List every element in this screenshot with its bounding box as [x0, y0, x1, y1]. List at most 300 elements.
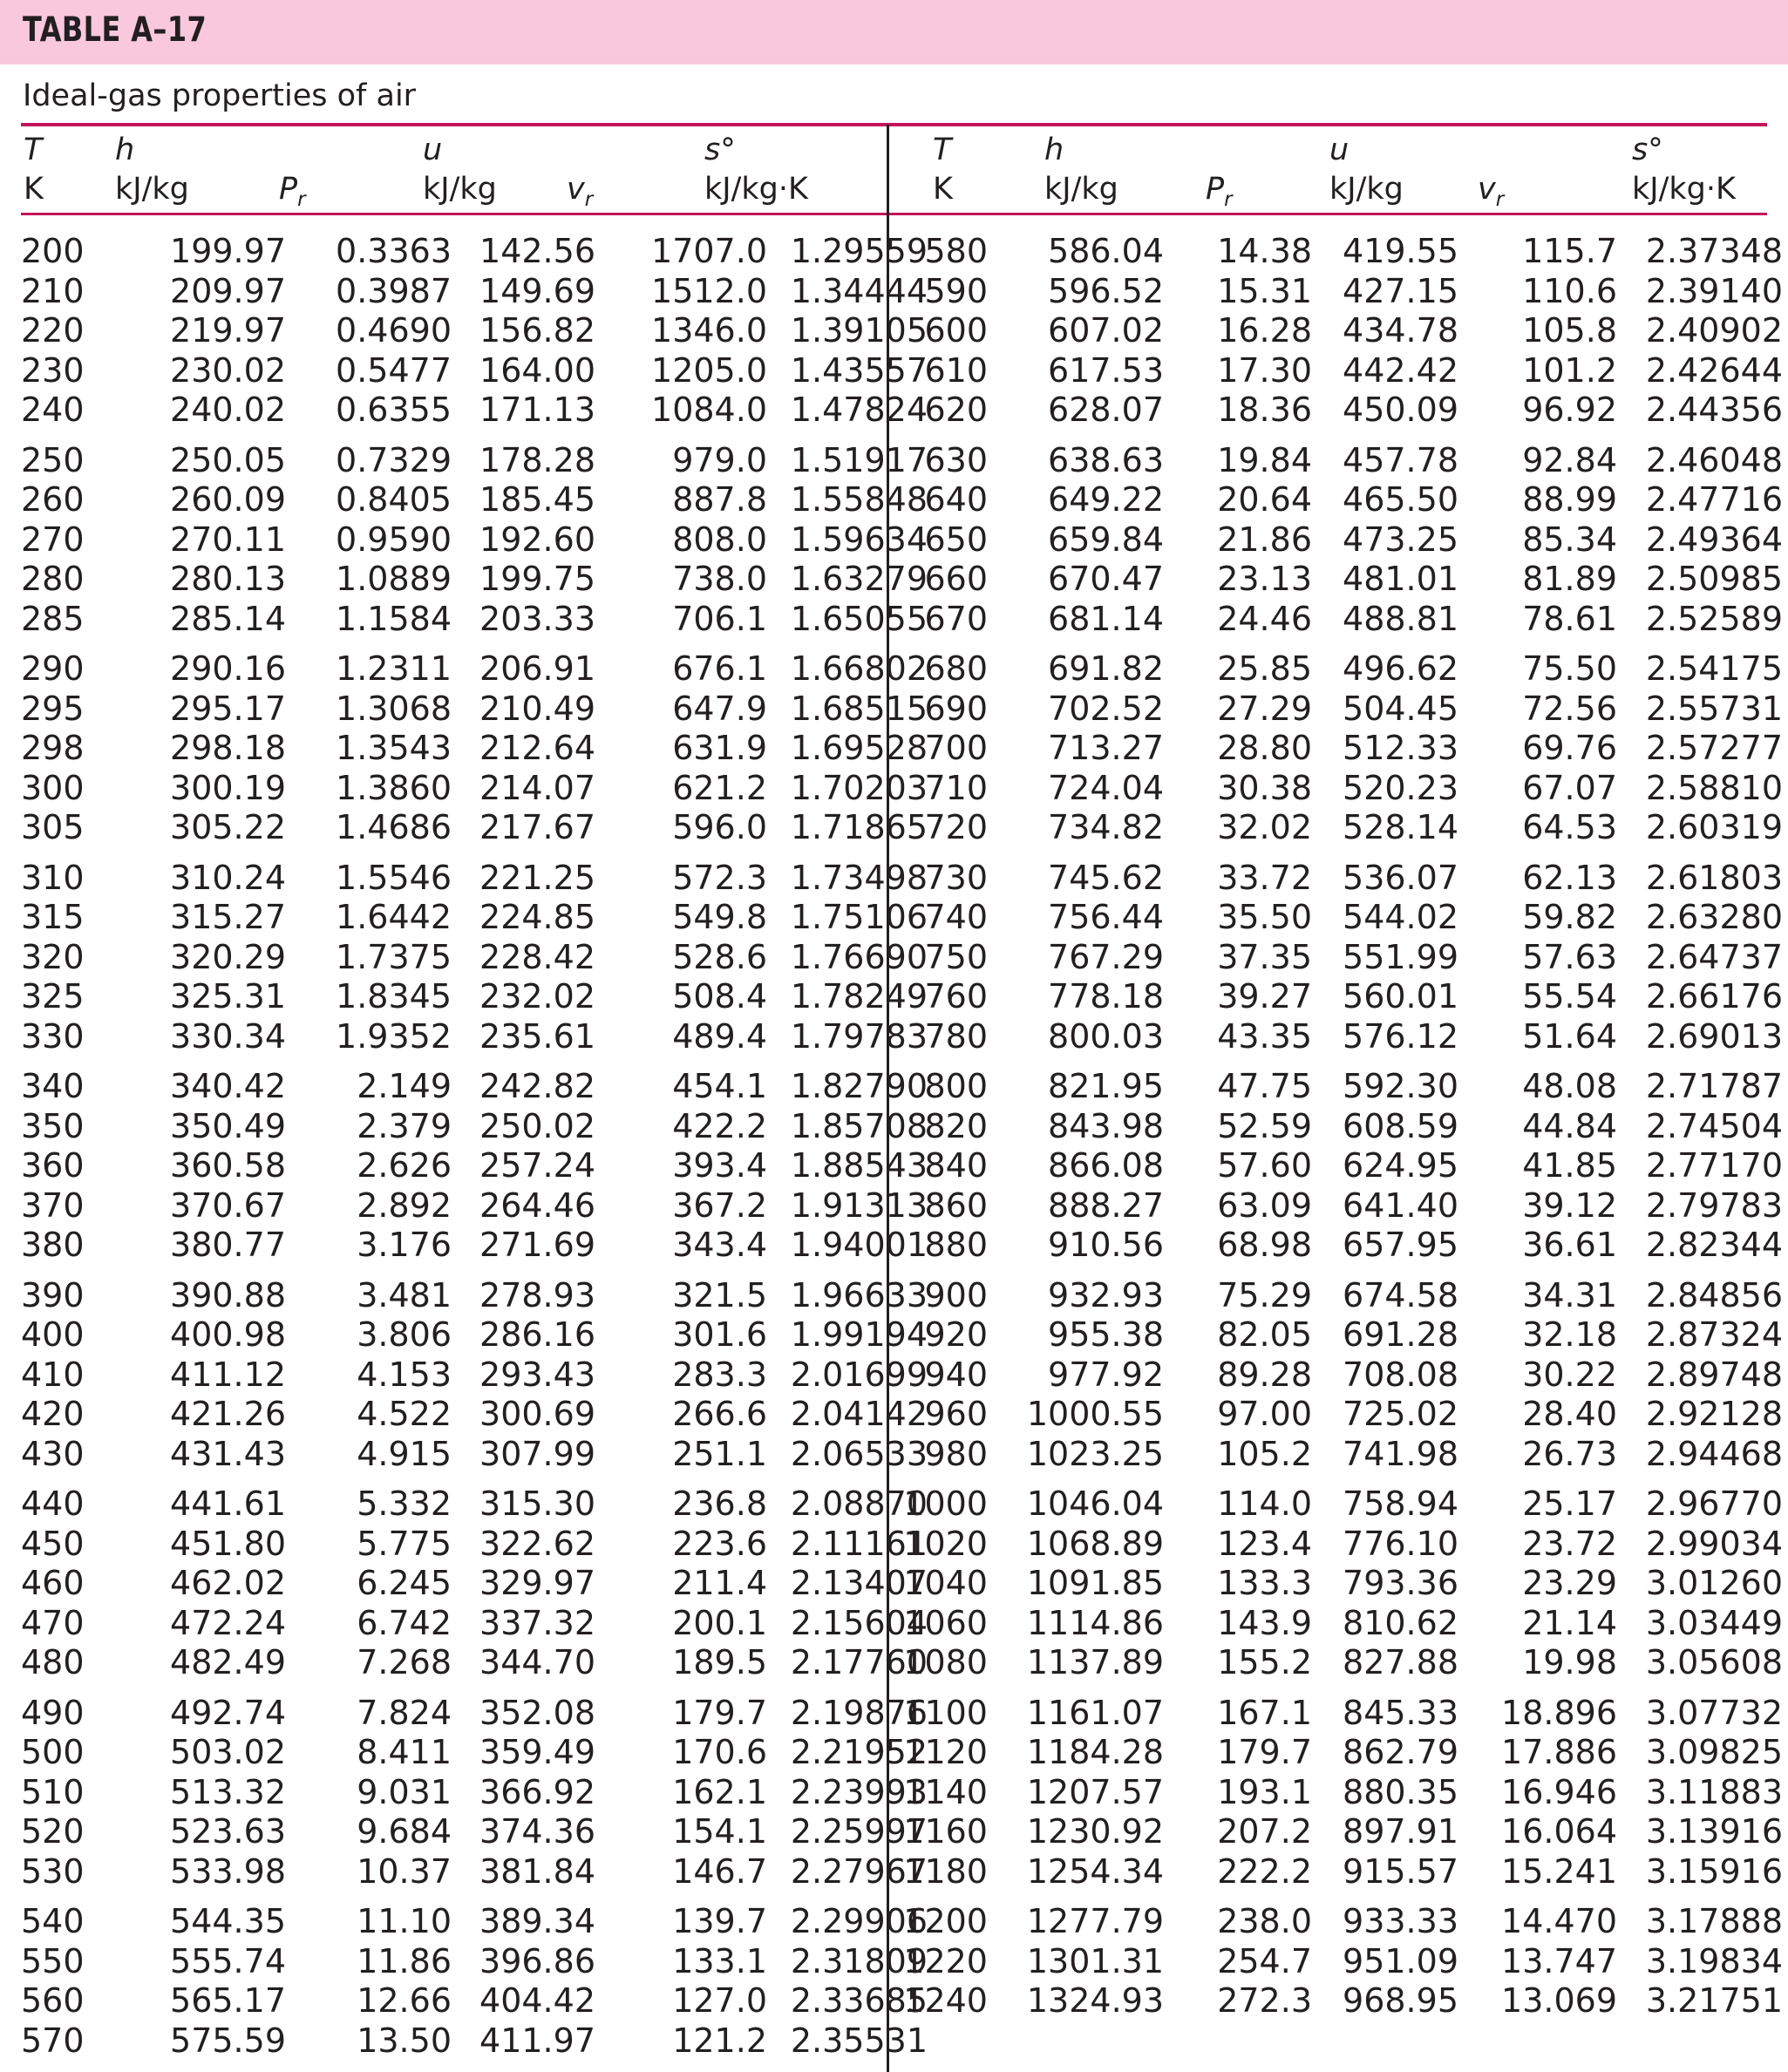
table-cell: 880 — [924, 1226, 988, 1264]
table-cell: 400.98 — [170, 1315, 286, 1354]
table-cell: 1.51917 — [790, 440, 928, 479]
table-cell: 16.28 — [1217, 311, 1312, 350]
table-cell: 560 — [21, 1981, 85, 2020]
table-cell: 800.03 — [1048, 1016, 1164, 1056]
table-cell: 708.08 — [1343, 1355, 1458, 1394]
table-cell: 3.17888 — [1645, 1902, 1783, 1940]
table-cell: 240 — [21, 391, 85, 429]
table-cell: 78.61 — [1522, 599, 1617, 638]
table-cell: 6.742 — [357, 1603, 452, 1642]
table-cell: 2.42644 — [1645, 350, 1783, 390]
header-u-unit: kJ/kg — [1329, 172, 1404, 207]
table-cell: 400 — [21, 1315, 85, 1354]
table-cell: 1000 — [903, 1484, 988, 1523]
table-row — [889, 1355, 1783, 1396]
table-cell: 64.53 — [1522, 808, 1617, 846]
table-cell: 897.91 — [1343, 1812, 1458, 1851]
table-cell: 11.86 — [357, 1941, 452, 1980]
table-row — [889, 1694, 1783, 1734]
table-cell: 575.59 — [170, 2021, 286, 2060]
table-cell: 2.01699 — [790, 1355, 928, 1394]
row-group — [21, 1902, 928, 2061]
table-cell: 724.04 — [1048, 768, 1164, 807]
table-cell: 301.6 — [672, 1315, 767, 1354]
table-cell: 62.13 — [1522, 858, 1617, 897]
table-cell: 572.3 — [672, 858, 767, 897]
table-cell: 880.35 — [1343, 1772, 1458, 1811]
table-cell: 209.97 — [170, 271, 286, 310]
table-cell: 171.13 — [479, 391, 595, 429]
header-rule-right — [889, 213, 1767, 215]
table-cell: 32.02 — [1217, 808, 1312, 846]
table-cell: 88.99 — [1522, 480, 1617, 519]
table-cell: 533.98 — [170, 1851, 286, 1891]
table-cell: 1068.89 — [1026, 1524, 1164, 1563]
table-cell: 758.94 — [1343, 1484, 1458, 1523]
table-cell: 1.75106 — [790, 898, 928, 936]
row-group — [889, 649, 1783, 848]
table-cell: 367.2 — [672, 1185, 767, 1225]
table-cell: 1254.34 — [1026, 1851, 1164, 1891]
table-cell: 320.29 — [170, 937, 286, 976]
table-cell: 660 — [924, 560, 988, 598]
table-cell: 550 — [21, 1941, 85, 1980]
table-cell: 657.95 — [1343, 1226, 1458, 1264]
table-cell: 1.66802 — [790, 649, 928, 688]
table-cell: 389.34 — [479, 1902, 595, 1940]
table-cell: 179.7 — [1217, 1733, 1312, 1771]
table-cell: 286.16 — [479, 1315, 595, 1354]
table-cell: 404.42 — [479, 1981, 595, 2020]
table-cell: 1046.04 — [1026, 1484, 1164, 1523]
table-cell: 270.11 — [170, 520, 286, 559]
table-cell: 674.58 — [1343, 1275, 1458, 1315]
table-cell: 713.27 — [1048, 729, 1164, 767]
table-cell: 26.73 — [1522, 1434, 1617, 1473]
table-cell: 706.1 — [672, 599, 767, 638]
table-cell: 544.02 — [1343, 898, 1458, 936]
table-cell: 325 — [21, 977, 85, 1016]
table-cell: 2.54175 — [1645, 649, 1783, 688]
table-cell: 0.9590 — [336, 520, 452, 559]
table-cell: 207.2 — [1217, 1812, 1312, 1851]
table-cell: 2.379 — [357, 1106, 452, 1145]
table-cell: 492.74 — [170, 1693, 286, 1732]
table-cell: 1.2311 — [336, 649, 452, 688]
table-cell: 1.59634 — [790, 520, 928, 559]
table-cell: 1137.89 — [1026, 1643, 1164, 1681]
row-group — [889, 1484, 1783, 1683]
table-cell: 638.63 — [1048, 440, 1164, 479]
table-cell: 2.35531 — [790, 2021, 928, 2060]
table-cell: 251.1 — [672, 1434, 767, 1473]
row-group — [889, 232, 1783, 431]
table-cell: 156.82 — [479, 311, 595, 350]
table-row — [889, 600, 1783, 640]
table-cell: 63.09 — [1217, 1185, 1312, 1225]
header-t-unit: K — [933, 172, 953, 207]
table-cell: 608.59 — [1343, 1106, 1458, 1145]
table-cell: 1230.92 — [1026, 1812, 1164, 1851]
table-cell: 840 — [924, 1146, 988, 1185]
table-cell: 1277.79 — [1026, 1902, 1164, 1940]
table-cell: 1.1584 — [336, 599, 452, 638]
table-cell: 343.4 — [672, 1226, 767, 1264]
table-cell: 2.44356 — [1645, 391, 1783, 429]
table-cell: 1.47824 — [790, 391, 928, 429]
table-row — [21, 769, 928, 809]
table-cell: 228.42 — [479, 937, 595, 976]
table-cell: 2.99034 — [1645, 1524, 1783, 1563]
table-cell: 23.72 — [1522, 1524, 1617, 1563]
table-cell: 549.8 — [672, 898, 767, 936]
table-row — [21, 351, 928, 391]
table-cell: 329.97 — [479, 1564, 595, 1602]
table-cell: 1.99194 — [790, 1315, 928, 1354]
table-cell: 370.67 — [170, 1185, 286, 1225]
table-cell: 221.25 — [479, 858, 595, 897]
table-row — [889, 808, 1783, 848]
row-group — [889, 1067, 1783, 1266]
table-cell: 82.05 — [1217, 1315, 1312, 1354]
table-row — [889, 1017, 1783, 1057]
table-cell: 133.1 — [672, 1941, 767, 1980]
header-u: u — [1329, 132, 1349, 167]
table-cell: 250.05 — [170, 440, 286, 479]
table-cell: 725.02 — [1343, 1395, 1458, 1433]
table-cell: 33.72 — [1217, 858, 1312, 897]
table-cell: 43.35 — [1217, 1016, 1312, 1056]
table-cell: 2.89748 — [1645, 1355, 1783, 1394]
table-row — [889, 1942, 1783, 1982]
table-cell: 810.62 — [1343, 1603, 1458, 1642]
table-row — [21, 729, 928, 769]
table-cell: 143.9 — [1217, 1603, 1312, 1642]
table-cell: 2.64737 — [1645, 937, 1783, 976]
table-cell: 260 — [21, 480, 85, 519]
table-cell: 621.2 — [672, 768, 767, 807]
table-cell: 257.24 — [479, 1146, 595, 1185]
table-cell: 1.5546 — [336, 858, 452, 897]
table-cell: 3.21751 — [1645, 1981, 1783, 2020]
table-cell: 185.45 — [479, 480, 595, 519]
table-cell: 659.84 — [1048, 520, 1164, 559]
table-cell: 59.82 — [1522, 898, 1617, 936]
table-cell: 750 — [924, 937, 988, 976]
table-row — [889, 1435, 1783, 1475]
table-cell: 3.03449 — [1645, 1603, 1783, 1642]
table-cell: 1.69528 — [790, 729, 928, 767]
table-cell: 628.07 — [1048, 391, 1164, 429]
table-cell: 15.241 — [1501, 1851, 1617, 1891]
table-cell: 730 — [924, 858, 988, 897]
table-cell: 968.95 — [1343, 1981, 1458, 2020]
table-cell: 808.0 — [672, 520, 767, 559]
table-cell: 980 — [924, 1434, 988, 1473]
table-cell: 1.6442 — [336, 898, 452, 936]
table-cell: 114.0 — [1217, 1484, 1312, 1523]
table-cell: 2.04142 — [790, 1395, 928, 1433]
table-cell: 57.63 — [1522, 937, 1617, 976]
table-cell: 310.24 — [170, 858, 286, 897]
table-cell: 738.0 — [672, 560, 767, 598]
table-cell: 2.626 — [357, 1146, 452, 1185]
table-cell: 14.38 — [1217, 232, 1312, 270]
table-cell: 1184.28 — [1026, 1733, 1164, 1771]
table-cell: 320 — [21, 937, 85, 976]
table-cell: 1084.0 — [651, 391, 767, 429]
table-cell: 16.064 — [1501, 1812, 1617, 1851]
row-group — [21, 1067, 928, 1266]
table-cell: 845.33 — [1343, 1693, 1458, 1732]
table-cell: 285 — [21, 599, 85, 638]
table-cell: 2.17760 — [790, 1643, 928, 1681]
table-cell: 512.33 — [1343, 729, 1458, 767]
table-cell: 1324.93 — [1026, 1981, 1164, 2020]
table-cell: 203.33 — [479, 599, 595, 638]
table-cell: 0.7329 — [336, 440, 452, 479]
table-row — [21, 391, 928, 431]
table-cell: 955.38 — [1048, 1315, 1164, 1354]
table-cell: 2.61803 — [1645, 858, 1783, 897]
table-row — [889, 560, 1783, 600]
table-cell: 780 — [924, 1016, 988, 1056]
table-cell: 690 — [924, 689, 988, 728]
table-cell: 18.896 — [1501, 1693, 1617, 1732]
header-t: T — [24, 132, 43, 167]
table-cell: 2.82344 — [1645, 1226, 1783, 1264]
table-cell: 92.84 — [1522, 440, 1617, 479]
table-cell: 127.0 — [672, 1981, 767, 2020]
table-cell: 1301.31 — [1026, 1941, 1164, 1980]
table-row — [889, 520, 1783, 560]
table-cell: 2.31809 — [790, 1941, 928, 1980]
table-row — [21, 1942, 928, 1982]
table-cell: 1.0889 — [336, 560, 452, 598]
table-cell: 322.62 — [479, 1524, 595, 1563]
table-row — [889, 1525, 1783, 1565]
table-cell: 238.0 — [1217, 1902, 1312, 1940]
table-cell: 19.84 — [1217, 440, 1312, 479]
header-s: s° — [1632, 132, 1663, 167]
table-caption: Ideal-gas properties of air — [23, 78, 417, 113]
table-cell: 270 — [21, 520, 85, 559]
table-row — [21, 1226, 928, 1266]
table-cell: 2.149 — [357, 1067, 452, 1105]
table-cell: 1220 — [903, 1941, 988, 1980]
header-s-unit: kJ/kg·K — [1632, 172, 1736, 207]
table-cell: 340.42 — [170, 1067, 286, 1105]
table-cell: 211.4 — [672, 1564, 767, 1602]
table-row — [889, 311, 1783, 351]
table-cell: 41.85 — [1522, 1146, 1617, 1185]
table-row — [21, 1315, 928, 1355]
table-cell: 81.89 — [1522, 560, 1617, 598]
table-cell: 30.22 — [1522, 1355, 1617, 1394]
table-cell: 607.02 — [1048, 311, 1164, 350]
table-row — [889, 1564, 1783, 1604]
table-cell: 1.55848 — [790, 480, 928, 519]
table-row — [889, 1484, 1783, 1525]
table-cell: 2.63280 — [1645, 898, 1783, 936]
table-cell: 3.481 — [357, 1275, 452, 1315]
table-cell: 544.35 — [170, 1902, 286, 1940]
table-row — [21, 1435, 928, 1475]
table-cell: 28.80 — [1217, 729, 1312, 767]
row-group — [21, 649, 928, 848]
table-cell: 570 — [21, 2021, 85, 2060]
table-row — [21, 859, 928, 899]
table-cell: 206.91 — [479, 649, 595, 688]
table-cell: 89.28 — [1217, 1355, 1312, 1394]
table-cell: 75.50 — [1522, 649, 1617, 688]
table-cell: 266.6 — [672, 1395, 767, 1433]
table-cell: 442.42 — [1343, 350, 1458, 390]
table-row — [21, 1355, 928, 1396]
table-cell: 20.64 — [1217, 480, 1312, 519]
table-cell: 3.13916 — [1645, 1812, 1783, 1851]
table-cell: 217.67 — [479, 808, 595, 846]
table-cell: 12.66 — [357, 1981, 452, 2020]
table-cell: 2.60319 — [1645, 808, 1783, 846]
table-cell: 440 — [21, 1484, 85, 1523]
table-cell: 2.57277 — [1645, 729, 1783, 767]
table-cell: 13.069 — [1501, 1981, 1617, 2020]
table-cell: 977.92 — [1048, 1355, 1164, 1394]
table-cell: 67.07 — [1522, 768, 1617, 807]
table-cell: 298.18 — [170, 729, 286, 767]
table-row — [21, 1484, 928, 1525]
table-cell: 21.14 — [1522, 1603, 1617, 1642]
table-cell: 641.40 — [1343, 1185, 1458, 1225]
table-cell: 3.19834 — [1645, 1941, 1783, 1980]
table-cell: 105.2 — [1217, 1434, 1312, 1473]
table-row — [21, 1146, 928, 1186]
table-row — [889, 977, 1783, 1017]
table-cell: 393.4 — [672, 1146, 767, 1185]
title-bar — [0, 0, 1788, 65]
table-cell: 586.04 — [1048, 232, 1164, 270]
table-cell: 19.98 — [1522, 1643, 1617, 1681]
table-cell: 451.80 — [170, 1524, 286, 1563]
table-cell: 2.47716 — [1645, 480, 1783, 519]
table-cell: 300.69 — [479, 1395, 595, 1433]
table-cell: 411.97 — [479, 2021, 595, 2060]
table-cell: 951.09 — [1343, 1941, 1458, 1980]
table-cell: 450.09 — [1343, 391, 1458, 429]
table-cell: 280 — [21, 560, 85, 598]
table-cell: 295 — [21, 689, 85, 728]
row-group — [21, 1276, 928, 1475]
table-cell: 366.92 — [479, 1772, 595, 1811]
table-row — [889, 1395, 1783, 1435]
table-row — [21, 1186, 928, 1226]
table-cell: 450 — [21, 1524, 85, 1563]
table-cell: 490 — [21, 1693, 85, 1732]
table-row — [889, 391, 1783, 431]
table-cell: 2.77170 — [1645, 1146, 1783, 1185]
table-cell: 101.2 — [1522, 350, 1617, 390]
table-cell: 37.35 — [1217, 937, 1312, 976]
table-row — [889, 898, 1783, 938]
table-cell: 600 — [924, 311, 988, 350]
table-cell: 3.11883 — [1645, 1772, 1783, 1811]
table-row — [21, 1107, 928, 1147]
table-cell: 0.4690 — [336, 311, 452, 350]
table-row — [889, 649, 1783, 690]
table-cell: 17.886 — [1501, 1733, 1617, 1771]
table-cell: 293.43 — [479, 1355, 595, 1394]
table-cell: 1.9352 — [336, 1016, 452, 1056]
table-cell: 610 — [924, 350, 988, 390]
table-cell: 2.55731 — [1645, 689, 1783, 728]
table-cell: 2.13407 — [790, 1564, 928, 1602]
table-cell: 283.3 — [672, 1355, 767, 1394]
table-cell: 915.57 — [1343, 1851, 1458, 1891]
table-cell: 0.3363 — [336, 232, 452, 270]
table-cell: 2.39140 — [1645, 271, 1783, 310]
row-group — [21, 1694, 928, 1892]
table-row — [21, 441, 928, 481]
table-cell: 1.94001 — [790, 1226, 928, 1264]
left-table-body — [21, 232, 928, 2071]
table-cell: 2.21952 — [790, 1733, 928, 1771]
table-cell: 2.49364 — [1645, 520, 1783, 559]
header-t-unit: K — [24, 172, 44, 207]
table-cell: 178.28 — [479, 440, 595, 479]
table-cell: 1161.07 — [1026, 1693, 1164, 1732]
table-cell: 380 — [21, 1226, 85, 1264]
table-cell: 681.14 — [1048, 599, 1164, 638]
table-cell: 285.14 — [170, 599, 286, 638]
table-cell: 631.9 — [672, 729, 767, 767]
table-cell: 350.49 — [170, 1106, 286, 1145]
table-row — [21, 520, 928, 560]
table-cell: 540 — [21, 1902, 85, 1940]
table-cell: 232.02 — [479, 977, 595, 1016]
table-cell: 315 — [21, 898, 85, 936]
table-cell: 510 — [21, 1772, 85, 1811]
table-cell: 39.27 — [1217, 977, 1312, 1016]
table-cell: 305.22 — [170, 808, 286, 846]
table-cell: 0.8405 — [336, 480, 452, 519]
table-cell: 528.14 — [1343, 808, 1458, 846]
header-pr: $P_r$ — [279, 172, 306, 211]
table-cell: 960 — [924, 1395, 988, 1433]
table-cell: 149.69 — [479, 271, 595, 310]
table-cell: 381.84 — [479, 1851, 595, 1891]
header-h-unit: kJ/kg — [115, 172, 189, 207]
row-group — [21, 1484, 928, 1683]
table-cell: 1023.25 — [1026, 1434, 1164, 1473]
table-cell: 2.892 — [357, 1185, 452, 1225]
table-cell: 1100 — [903, 1693, 988, 1732]
table-cell: 3.01260 — [1645, 1564, 1783, 1602]
header-u: u — [423, 132, 443, 167]
table-cell: 51.64 — [1522, 1016, 1617, 1056]
table-cell: 210.49 — [479, 689, 595, 728]
table-cell: 1.4686 — [336, 808, 452, 846]
table-cell: 224.85 — [479, 898, 595, 936]
table-title: TABLE A–17 — [23, 10, 207, 50]
table-row — [21, 977, 928, 1017]
table-cell: 460 — [21, 1564, 85, 1602]
table-cell: 932.93 — [1048, 1275, 1164, 1315]
table-cell: 1.3860 — [336, 768, 452, 807]
table-cell: 741.98 — [1343, 1434, 1458, 1473]
table-cell: 500 — [21, 1733, 85, 1771]
table-cell: 48.08 — [1522, 1067, 1617, 1105]
